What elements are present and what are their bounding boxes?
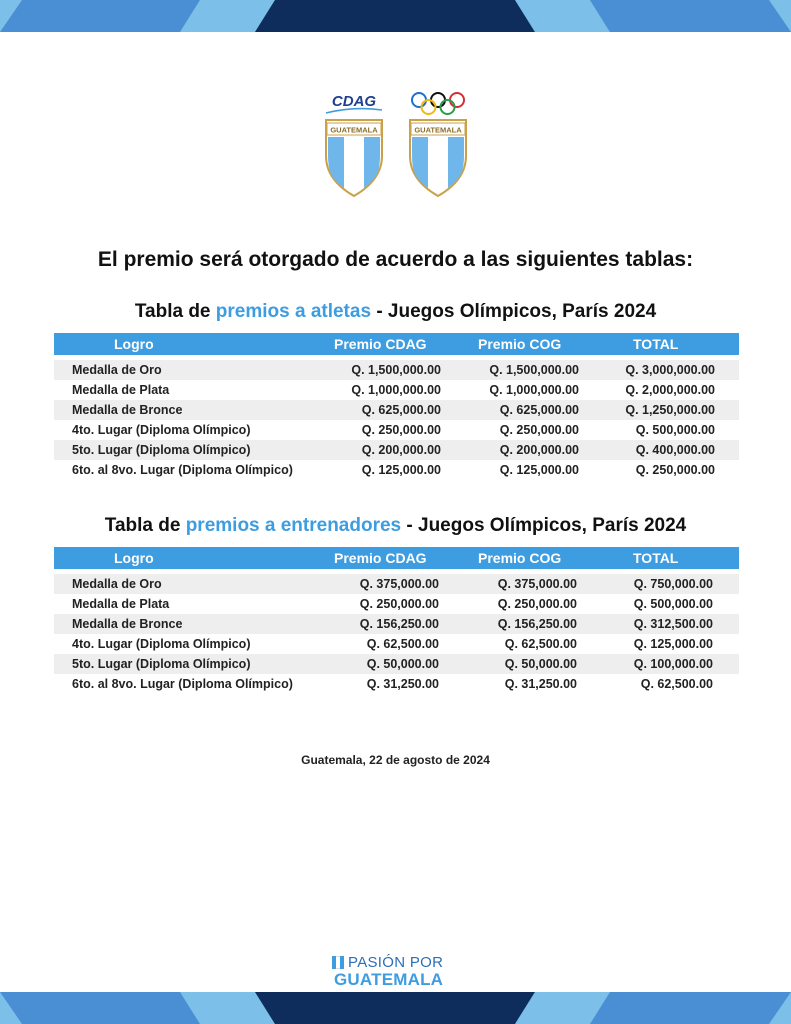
athletes-table-header [54,333,739,355]
footer-brand-logo [332,954,462,990]
cell-total: Q. 125,000.00 [633,637,713,651]
cell-total: Q. 100,000.00 [633,657,713,671]
cell-premio-cdag: Q. 62,500.00 [366,637,439,651]
table-row [54,360,739,380]
athletes-title-prefix: Tabla de [134,301,211,322]
svg-text:GUATEMALA: GUATEMALA [330,125,378,135]
top-decorative-band [0,0,791,32]
footer-line1: PASIÓN POR [348,954,444,971]
cell-total: Q. 62,500.00 [640,677,713,691]
cell-total: Q. 250,000.00 [635,463,715,477]
cell-total: Q. 2,000,000.00 [625,383,715,397]
athletes-title-suffix: - Juegos Olímpicos, París 2024 [376,301,657,322]
cell-logro: 6to. al 8vo. Lugar (Diploma Olímpico) [72,677,293,691]
cell-total: Q. 3,000,000.00 [625,363,715,377]
cell-premio-cog: Q. 625,000.00 [499,403,579,417]
cell-premio-cog: Q. 125,000.00 [499,463,579,477]
cell-total: Q. 400,000.00 [635,443,715,457]
cell-premio-cog: Q. 250,000.00 [497,597,577,611]
cell-total: Q. 500,000.00 [633,597,713,611]
table-row [54,594,739,614]
table-row [54,654,739,674]
date-line: Guatemala, 22 de agosto de 2024 [301,753,490,767]
coaches-table-header [54,547,739,569]
coaches-title-highlight: premios a entrenadores [185,515,402,536]
cell-premio-cog: Q. 50,000.00 [504,657,577,671]
table-row [54,614,739,634]
header-premio-cog: Premio COG [478,336,562,352]
cell-premio-cdag: Q. 31,250.00 [366,677,439,691]
cell-premio-cog: Q. 31,250.00 [504,677,577,691]
header-total: TOTAL [633,336,679,352]
athletes-title-highlight: premios a atletas [215,301,372,322]
svg-text:CDAG: CDAG [331,93,377,110]
cell-logro: Medalla de Oro [72,577,162,591]
cell-premio-cdag: Q. 375,000.00 [359,577,439,591]
coaches-prize-table [54,547,739,694]
table-row [54,674,739,694]
header-total: TOTAL [633,550,679,566]
cell-premio-cdag: Q. 156,250.00 [359,617,439,631]
cell-premio-cdag: Q. 1,000,000.00 [351,383,441,397]
header-logro: Logro [114,336,154,352]
table-row [54,420,739,440]
cell-total: Q. 312,500.00 [633,617,713,631]
logos-area [0,88,791,203]
table-row [54,440,739,460]
cdag-crest-logo [322,88,386,200]
svg-text:GUATEMALA: GUATEMALA [414,125,462,135]
table-row [54,460,739,480]
cell-total: Q. 750,000.00 [633,577,713,591]
bottom-decorative-band [0,992,791,1024]
cell-premio-cdag: Q. 1,500,000.00 [351,363,441,377]
coaches-title-prefix: Tabla de [104,515,181,536]
athletes-table-title [0,301,791,323]
table-row [54,400,739,420]
cell-total: Q. 1,250,000.00 [625,403,715,417]
cell-premio-cdag: Q. 125,000.00 [361,463,441,477]
cell-premio-cdag: Q. 250,000.00 [361,423,441,437]
cell-premio-cog: Q. 1,000,000.00 [489,383,579,397]
olympic-committee-crest-logo [406,88,470,200]
cell-premio-cog: Q. 375,000.00 [497,577,577,591]
cell-premio-cog: Q. 1,500,000.00 [489,363,579,377]
athletes-prize-table [54,333,739,480]
flag-icon [332,956,344,969]
cell-premio-cdag: Q. 50,000.00 [366,657,439,671]
cell-premio-cdag: Q. 625,000.00 [361,403,441,417]
cell-logro: Medalla de Oro [72,363,162,377]
header-premio-cdag: Premio CDAG [334,550,427,566]
coaches-title-suffix: - Juegos Olímpicos, París 2024 [406,515,687,536]
table-row [54,574,739,594]
cell-logro: Medalla de Plata [72,597,170,611]
main-heading: El premio será otorgado de acuerdo a las siguientes tablas: [97,248,694,271]
cell-logro: Medalla de Bronce [72,617,183,631]
cell-premio-cog: Q. 200,000.00 [499,443,579,457]
table-row [54,380,739,400]
cell-logro: 6to. al 8vo. Lugar (Diploma Olímpico) [72,463,293,477]
cell-premio-cog: Q. 250,000.00 [499,423,579,437]
cell-total: Q. 500,000.00 [635,423,715,437]
coaches-table-title [0,515,791,537]
cell-logro: 5to. Lugar (Diploma Olímpico) [72,443,251,457]
cell-premio-cdag: Q. 200,000.00 [361,443,441,457]
cell-logro: Medalla de Plata [72,383,170,397]
cell-logro: 5to. Lugar (Diploma Olímpico) [72,657,251,671]
cell-logro: 4to. Lugar (Diploma Olímpico) [72,637,251,651]
cell-premio-cdag: Q. 250,000.00 [359,597,439,611]
header-logro: Logro [114,550,154,566]
cell-premio-cog: Q. 156,250.00 [497,617,577,631]
cell-logro: Medalla de Bronce [72,403,183,417]
table-row [54,634,739,654]
cell-premio-cog: Q. 62,500.00 [504,637,577,651]
header-premio-cog: Premio COG [478,550,562,566]
header-premio-cdag: Premio CDAG [334,336,427,352]
cell-logro: 4to. Lugar (Diploma Olímpico) [72,423,251,437]
footer-line2: GUATEMALA [334,970,444,989]
